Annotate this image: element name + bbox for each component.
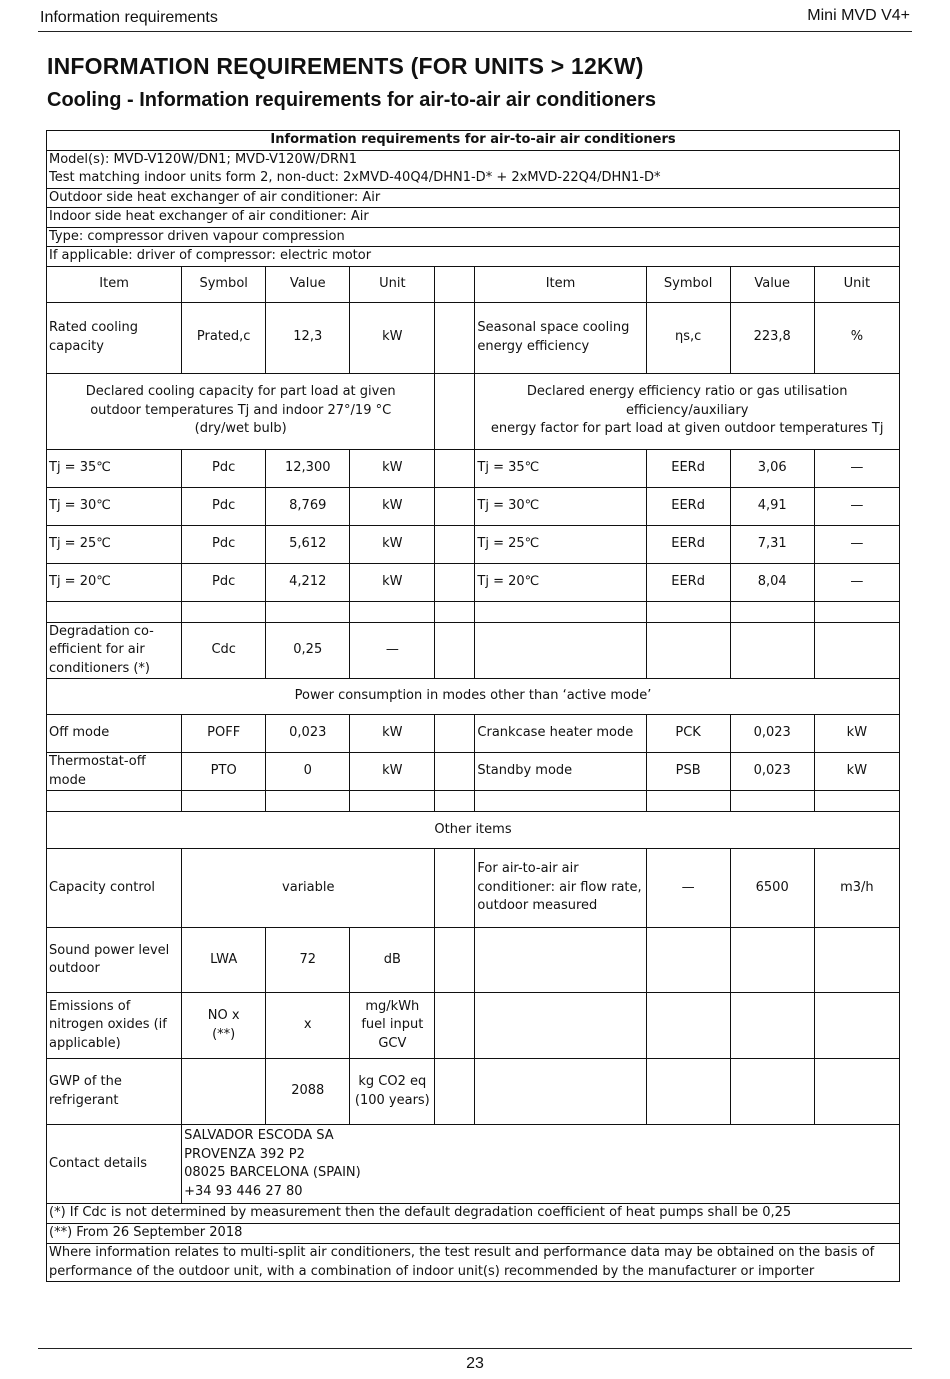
- degradation-row: [47, 622, 900, 679]
- info-line: Outdoor side heat exchanger of air conditioner: Air: [47, 188, 900, 208]
- info-line: Indoor side heat exchanger of air conditioner: Air: [47, 208, 900, 228]
- seasonal-efficiency-value: 223,8: [730, 302, 814, 373]
- degradation-symbol: Cdc: [182, 622, 266, 679]
- contact-details-label: Contact details: [47, 1125, 182, 1204]
- eerd-symbol: EERd: [646, 487, 730, 525]
- rated-cooling-capacity-unit: kW: [350, 302, 435, 373]
- page-title: INFORMATION REQUIREMENTS (FOR UNITS > 12KW): [47, 53, 644, 79]
- standby-unit: kW: [814, 753, 899, 791]
- pdc-symbol: Pdc: [182, 449, 266, 487]
- tj-label: Tj = 30℃: [47, 487, 182, 525]
- footnote: Where information relates to multi-split air conditioners, the test result and performance data may be obtained on the basis of performance of the outdoor unit, with a combination of indoor unit(s) recommended by the manufacturer or importer: [47, 1244, 900, 1282]
- capacity-control-row: [47, 849, 900, 928]
- table-row: [47, 753, 900, 791]
- col-header-value: Value: [266, 266, 350, 302]
- thermostat-off-symbol: PTO: [182, 753, 266, 791]
- rated-cooling-capacity-label: Rated cooling capacity: [47, 302, 182, 373]
- spacer-cell: [435, 849, 475, 928]
- col-header-value: Value: [730, 266, 814, 302]
- spacer-cell: [435, 302, 475, 373]
- eerd-symbol: EERd: [646, 525, 730, 563]
- sound-power-row: [47, 928, 900, 993]
- info-line: Model(s): MVD-V120W/DN1; MVD-V120W/DRN1: [49, 151, 357, 167]
- pdc-value: 8,769: [266, 487, 350, 525]
- eerd-unit: —: [814, 487, 899, 525]
- tj-label: Tj = 35℃: [47, 449, 182, 487]
- eerd-unit: —: [814, 525, 899, 563]
- pdc-symbol: Pdc: [182, 487, 266, 525]
- emissions-label: Emissions of nitrogen oxides (if applicable): [47, 993, 182, 1059]
- spacer-cell: [435, 993, 475, 1059]
- info-models: [47, 150, 900, 188]
- tj-label: Tj = 30℃: [475, 487, 646, 525]
- spacer-cell: [435, 487, 475, 525]
- pdc-unit: kW: [350, 487, 435, 525]
- col-header-symbol: Symbol: [182, 266, 266, 302]
- thermostat-off-value: 0: [266, 753, 350, 791]
- contact-line: +34 93 446 27 80: [184, 1183, 303, 1199]
- col-header-item: Item: [47, 266, 182, 302]
- col-header-symbol: Symbol: [646, 266, 730, 302]
- sound-power-value: 72: [266, 928, 350, 993]
- contact-line: SALVADOR ESCODA SA: [184, 1128, 334, 1143]
- table-row: [47, 487, 900, 525]
- power-consumption-section-heading: Power consumption in modes other than ‘active mode’: [47, 679, 900, 715]
- tj-label: Tj = 35℃: [475, 449, 646, 487]
- eerd-value: 3,06: [730, 449, 814, 487]
- emissions-unit: mg/kWh fuel input GCV: [350, 993, 435, 1059]
- sound-power-label: Sound power level outdoor: [47, 928, 182, 993]
- spacer-cell: [435, 1059, 475, 1125]
- spacer-cell: [435, 449, 475, 487]
- thermostat-off-unit: kW: [350, 753, 435, 791]
- emissions-symbol: NO x (**): [182, 993, 266, 1059]
- off-mode-unit: kW: [350, 715, 435, 753]
- thermostat-off-label: Thermostat-off mode: [47, 753, 182, 791]
- tj-label: Tj = 25℃: [475, 525, 646, 563]
- capacity-control-label: Capacity control: [47, 849, 182, 928]
- pdc-value: 5,612: [266, 525, 350, 563]
- emissions-value: x: [266, 993, 350, 1059]
- spacer-cell: [435, 563, 475, 601]
- eerd-unit: —: [814, 563, 899, 601]
- spacer-cell: [435, 525, 475, 563]
- spacer-cell: [435, 753, 475, 791]
- gwp-label: GWP of the refrigerant: [47, 1059, 182, 1125]
- seasonal-efficiency-unit: %: [814, 302, 899, 373]
- off-mode-label: Off mode: [47, 715, 182, 753]
- declared-eer-line: Declared energy efficiency ratio or gas utilisation efficiency/auxiliary: [526, 384, 848, 418]
- running-header-right: Mini MVD V4+: [807, 7, 910, 24]
- footnote: (**) From 26 September 2018: [47, 1224, 900, 1244]
- rated-row: [47, 302, 900, 373]
- eerd-value: 8,04: [730, 563, 814, 601]
- off-mode-value: 0,023: [266, 715, 350, 753]
- gwp-value: 2088: [266, 1059, 350, 1125]
- eerd-unit: —: [814, 449, 899, 487]
- table-row: [47, 563, 900, 601]
- crankcase-symbol: PCK: [646, 715, 730, 753]
- crankcase-unit: kW: [814, 715, 899, 753]
- table-row: [47, 525, 900, 563]
- footer-rule: [38, 1348, 912, 1349]
- gwp-unit: kg CO2 eq (100 years): [350, 1059, 435, 1125]
- col-header-unit: Unit: [814, 266, 899, 302]
- sound-power-symbol: LWA: [182, 928, 266, 993]
- contact-line: 08025 BARCELONA (SPAIN): [184, 1165, 361, 1180]
- running-header-left: Information requirements: [40, 9, 218, 26]
- page-subtitle: Cooling - Information requirements for air-to-air air conditioners: [47, 89, 656, 111]
- tj-label: Tj = 20℃: [47, 563, 182, 601]
- degradation-value: 0,25: [266, 622, 350, 679]
- spacer-cell: [435, 715, 475, 753]
- declared-eer-heading: [475, 373, 900, 449]
- contact-details: [182, 1125, 900, 1204]
- pdc-unit: kW: [350, 449, 435, 487]
- standby-label: Standby mode: [475, 753, 646, 791]
- spacer-cell: [435, 266, 475, 302]
- contact-line: PROVENZA 392 P2: [184, 1146, 305, 1162]
- contact-row: [47, 1125, 900, 1204]
- header-rule: [38, 31, 912, 32]
- eerd-value: 7,31: [730, 525, 814, 563]
- page-number: 23: [466, 1355, 484, 1372]
- col-header-unit: Unit: [350, 266, 435, 302]
- degradation-label: Degradation co-efficient for air conditioners (*): [47, 622, 182, 679]
- info-line: Test matching indoor units form 2, non-duct: 2xMVD-40Q4/DHN1-D* + 2xMVD-22Q4/DHN1-D*: [49, 170, 661, 185]
- eerd-symbol: EERd: [646, 563, 730, 601]
- empty-row: [47, 791, 900, 812]
- eerd-symbol: EERd: [646, 449, 730, 487]
- spacer-cell: [435, 928, 475, 993]
- tj-label: Tj = 25℃: [47, 525, 182, 563]
- emissions-row: [47, 993, 900, 1059]
- empty-row: [47, 601, 900, 622]
- degradation-unit: —: [350, 622, 435, 679]
- air-flow-rate-label: For air-to-air air conditioner: air flow rate, outdoor measured: [475, 849, 646, 928]
- air-flow-rate-value: 6500: [730, 849, 814, 928]
- seasonal-efficiency-label: Seasonal space cooling energy efficiency: [475, 302, 646, 373]
- off-mode-symbol: POFF: [182, 715, 266, 753]
- eerd-value: 4,91: [730, 487, 814, 525]
- gwp-row: [47, 1059, 900, 1125]
- declared-header-row: [47, 373, 900, 449]
- spacer-cell: [435, 622, 475, 679]
- table-row: [47, 715, 900, 753]
- footnote: (*) If Cdc is not determined by measurement then the default degradation coefficient of heat pumps shall be 0,25: [47, 1204, 900, 1224]
- table-row: [47, 449, 900, 487]
- rated-cooling-capacity-value: 12,3: [266, 302, 350, 373]
- air-flow-rate-symbol: —: [646, 849, 730, 928]
- declared-capacity-heading: Declared cooling capacity for part load at given outdoor temperatures Tj and indoor 27°/19 °C (dry/wet bulb): [47, 373, 435, 449]
- capacity-control-value: variable: [182, 849, 435, 928]
- other-items-section-heading: Other items: [47, 812, 900, 849]
- pdc-value: 4,212: [266, 563, 350, 601]
- crankcase-label: Crankcase heater mode: [475, 715, 646, 753]
- seasonal-efficiency-symbol: ηs,c: [646, 302, 730, 373]
- sound-power-unit: dB: [350, 928, 435, 993]
- col-header-item: Item: [475, 266, 646, 302]
- declared-eer-line: energy factor for part load at given outdoor temperatures Tj: [490, 421, 884, 437]
- pdc-value: 12,300: [266, 449, 350, 487]
- standby-symbol: PSB: [646, 753, 730, 791]
- info-line: If applicable: driver of compressor: electric motor: [47, 247, 900, 267]
- pdc-unit: kW: [350, 525, 435, 563]
- pdc-symbol: Pdc: [182, 525, 266, 563]
- standby-value: 0,023: [730, 753, 814, 791]
- air-flow-rate-unit: m3/h: [814, 849, 899, 928]
- pdc-unit: kW: [350, 563, 435, 601]
- column-header-row: [47, 266, 900, 302]
- info-line: Type: compressor driven vapour compression: [47, 227, 900, 247]
- pdc-symbol: Pdc: [182, 563, 266, 601]
- crankcase-value: 0,023: [730, 715, 814, 753]
- tj-label: Tj = 20℃: [475, 563, 646, 601]
- table-caption: Information requirements for air-to-air air conditioners: [47, 131, 900, 151]
- information-requirements-table: [46, 130, 900, 1282]
- spacer-cell: [435, 373, 475, 449]
- rated-cooling-capacity-symbol: Prated,c: [182, 302, 266, 373]
- gwp-symbol: [182, 1059, 266, 1125]
